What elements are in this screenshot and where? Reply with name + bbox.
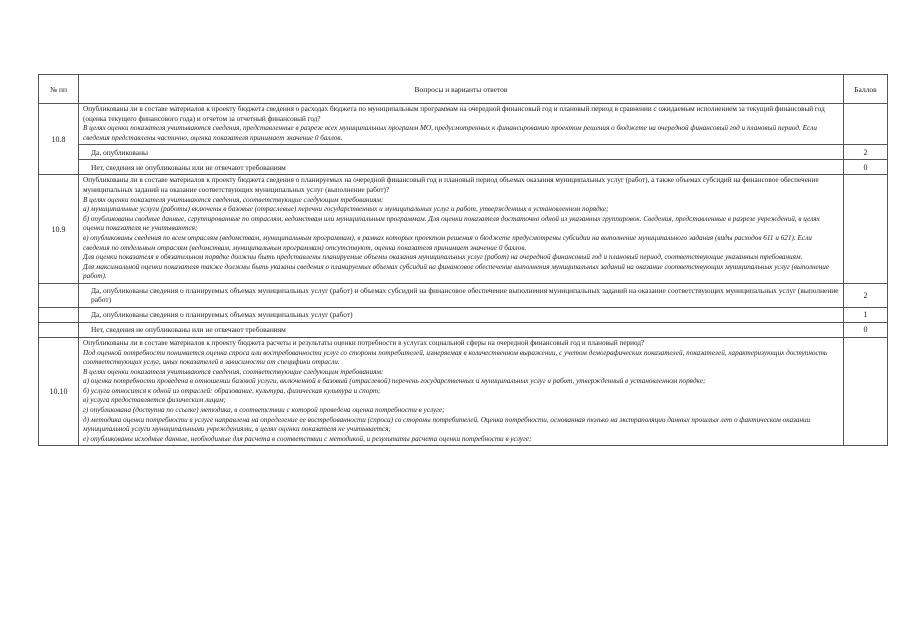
- answer-text: Да, опубликованы сведения о планируемых объемах муниципальных услуг (работ) и объемах субсидий на финансовое обеспечение выполнения муниципальных заданий на оказание соответствующих муниципальных услуг (выполнение работ): [79, 283, 844, 307]
- question-number: 10.9: [39, 175, 79, 284]
- header-points: Баллов: [844, 75, 888, 104]
- question-row: [39, 337, 888, 446]
- question-note: в) опубликованы сведения по всем отраслям (ведомствам, муниципальным программам), в рамках которых проектом решения о бюджете предусмотрены субсидии на выполнение муниципального задания (виды расходов 611 и 621). Если сведения по отдельным отраслям (ведомствам, муниципальным программам) отсутствуют, оценка показателя принимает значение 0 баллов.: [83, 233, 812, 252]
- question-note: Для максимальной оценки показателя также должны быть указаны сведения о планируемых объемах субсидий на финансовое обеспечение выполнения муниципальных заданий на оказание соответствующих муниципальных услуг (выполнение работ).: [83, 262, 830, 281]
- question-note: б) опубликованы сводные данные, сгруппированные по отраслям, ведомствам или муниципальным программам. Для оценки показателя достаточно одной из указанных группировок. Сведения, представленные в разрезе учреждений, в целях оценки показателя не учитываются;: [83, 214, 820, 233]
- answer-row: [39, 145, 888, 160]
- question-row: [39, 104, 888, 145]
- question-number: 10.10: [39, 337, 79, 446]
- header-question: Вопросы и варианты ответов: [79, 75, 844, 104]
- question-note: а) муниципальные услуги (работы) включены в базовые (отраслевые) перечни государственных и муниципальных услуг и работ, утвержденных в установленном порядке;: [83, 205, 609, 214]
- question-note: г) опубликована (доступна по ссылке) методика, в соответствии с которой проведена оценка потребности в услуге;: [83, 406, 445, 415]
- answer-text: Да, опубликованы сведения о планируемых объемах муниципальных услуг (работ): [79, 307, 844, 322]
- question-note: е) опубликованы исходные данные, необходимые для расчета в соответствии с методикой, и результаты расчета оценки потребности в услуге;: [83, 434, 532, 443]
- questionnaire-table: [38, 74, 888, 446]
- question-cell: [79, 104, 844, 145]
- answer-points: 1: [844, 307, 888, 322]
- answer-row: [39, 307, 888, 322]
- answer-points: 0: [844, 160, 888, 175]
- question-note: В целях оценки показателя учитываются сведения, соответствующие следующим требованиям:: [83, 195, 384, 204]
- question-row: [39, 175, 888, 284]
- question-note: В целях оценки показателя учитываются сведения, представленные в разрезе всех муниципальных программ МО, предусмотренных к финансированию проектом решения о бюджете на очередной финансовый год и плановый период. Если сведения представлены частично, оценка показателя принимает значение 0 баллов.: [83, 124, 817, 142]
- question-note: в) услуга предоставляется физическим лицам;: [83, 396, 226, 405]
- answer-points: 2: [844, 283, 888, 307]
- header-num: № пп: [39, 75, 79, 104]
- question-note: Для оценки показателя в обязательном порядке должны быть представлены планируемые объемы оказания муниципальных услуг (работ) на очередной финансовый год и плановый период, соответствующие указанным требованиям.: [83, 253, 803, 262]
- answer-points: 0: [844, 322, 888, 337]
- answer-text: Нет, сведения не опубликованы или не отвечают требованиям: [79, 160, 844, 175]
- answer-row: [39, 283, 888, 307]
- question-note: д) методика оценки потребности в услуге направлена на определение ее востребованности (спроса) со стороны потребителей. Оценка потребности, основанная только на экстраполяции данных прошлых лет о фактическом оказании муниципальной услуги муниципальными учреждениями, в целях оценки показателя не учитывается;: [83, 415, 811, 434]
- empty-points-cell: [844, 175, 888, 284]
- question-text: Опубликованы ли в составе материалов к проекту бюджета сведения о планируемых на очередной финансовый год и плановый период объемах оказания муниципальных услуг (работ), а также объемах субсидий на финансовое обеспечение муниципальных заданий на оказание соответствующих муниципальных услуг (выполнение работ)?: [83, 176, 819, 194]
- answer-text: Да, опубликованы: [79, 145, 844, 160]
- question-text: Опубликованы ли в составе материалов к проекту бюджета расчеты и результаты оценки потребности в услугах социальной сферы на очередной финансовый год и плановый период?: [83, 338, 645, 347]
- empty-num-cell: [39, 283, 79, 307]
- question-text: Опубликованы ли в составе материалов к проекту бюджета сведения о расходах бюджета по муниципальным программам на очередной финансовый год и плановый период в сравнении с ожидаемым исполнением за текущий финансовый год (оценка текущего финансового года) и отчетом за отчетный финансовый год?: [83, 105, 825, 123]
- question-note: б) услуга относится к одной из отраслей: образование, культура, физическая культура и спорт;: [83, 386, 381, 395]
- empty-num-cell: [39, 322, 79, 337]
- question-cell: [79, 337, 844, 446]
- answer-row: [39, 322, 888, 337]
- question-note: В целях оценки показателя учитываются сведения, соответствующие следующим требованиям:: [83, 367, 384, 376]
- answer-row: [39, 160, 888, 175]
- answer-text: Нет, сведения не опубликованы или не отвечают требованиям: [79, 322, 844, 337]
- question-cell: [79, 175, 844, 284]
- question-note: а) оценка потребности проведена в отношении базовой услуги, включенной в базовый (отраслевой) перечень государственных и муниципальных услуг и работ, утвержденный в установленном порядке;: [83, 377, 706, 386]
- answer-points: 2: [844, 145, 888, 160]
- empty-num-cell: [39, 307, 79, 322]
- empty-points-cell: [844, 104, 888, 145]
- question-number: 10.8: [39, 104, 79, 175]
- question-note: Под оценкой потребности понимается оценка спроса или востребованности услуг со стороны потребителей, измеряемая в количественном выражении, с учетом демографических показателей, показателей, характеризующих доступность соответствующих услуг, иных показателей в зависимости от специфики отрасли.: [83, 348, 828, 367]
- table-header-row: [39, 75, 888, 104]
- empty-points-cell: [844, 337, 888, 446]
